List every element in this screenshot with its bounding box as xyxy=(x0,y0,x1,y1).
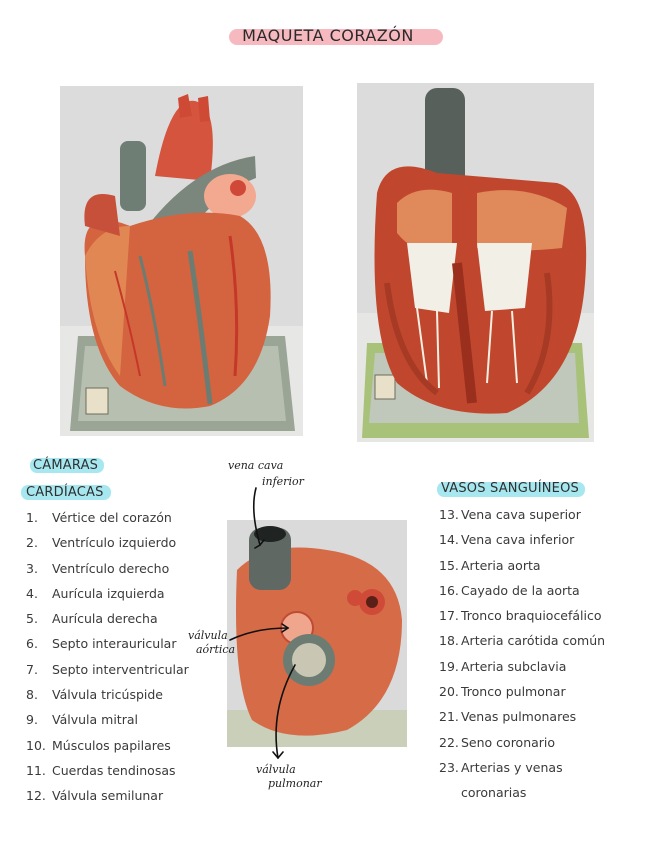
vasos-item-label: Tronco pulmonar xyxy=(461,684,566,700)
camaras-item-label: Aurícula derecha xyxy=(52,611,158,627)
vasos-item-label: Cayado de la aorta xyxy=(461,582,580,598)
vasos-item-number: 13. xyxy=(439,507,459,522)
arrow-vena-cava xyxy=(254,488,260,545)
vasos-item-number: 21. xyxy=(439,709,459,725)
vasos-item-number: 18. xyxy=(439,633,459,649)
camaras-item-label: Aurícula izquierda xyxy=(52,585,165,601)
camaras-item-label: Válvula semilunar xyxy=(52,788,164,804)
vasos-item-label: Vena cava inferior xyxy=(461,532,575,548)
vasos-item-label: coronarias xyxy=(461,785,527,801)
vasos-heading: VASOS SANGUÍNEOS xyxy=(441,481,579,496)
vasos-item-label: Arteria subclavia xyxy=(461,658,567,674)
vasos-item-label: Seno coronario xyxy=(461,734,556,750)
camaras-item-label: Válvula tricúspide xyxy=(52,687,163,703)
camaras-item-number: 4. xyxy=(26,585,38,601)
camaras-item-label: Ventrículo izquierdo xyxy=(52,535,177,551)
vasos-item-label: Arterias y venas xyxy=(461,759,563,775)
annotation-vena-cava-line2: inferior xyxy=(262,475,304,488)
annotation-vena-cava-line1: vena cava xyxy=(228,459,284,472)
annotation-valvula-pulmonar-line1: válvula xyxy=(256,763,296,776)
camaras-item-number: 2. xyxy=(26,535,38,551)
arrow-valvula-pulmonar xyxy=(276,665,295,758)
vasos-item-number: 16. xyxy=(439,582,459,598)
annotation-valvula-aortica-line1: válvula xyxy=(188,629,228,642)
camaras-item-number: 5. xyxy=(26,611,38,627)
camaras-heading-line2: CARDÍACAS xyxy=(26,485,104,500)
camaras-item-number: 7. xyxy=(26,661,38,677)
camaras-item-number: 3. xyxy=(26,560,38,576)
vasos-item-number: 22. xyxy=(439,734,459,750)
camaras-item-label: Músculos papilares xyxy=(52,737,171,753)
vasos-item-number: 23. xyxy=(439,759,459,775)
camaras-item-label: Válvula mitral xyxy=(52,712,138,728)
vasos-item-number: 15. xyxy=(439,557,459,573)
camaras-item-number: 10. xyxy=(26,737,46,753)
camaras-item-label: Septo interauricular xyxy=(52,636,177,652)
vasos-item-label: Tronco braquiocefálico xyxy=(461,608,602,624)
vasos-item-number: 17. xyxy=(439,608,459,624)
camaras-item-number: 11. xyxy=(26,762,46,778)
vasos-item-label: Arteria aorta xyxy=(461,557,541,573)
annotation-valvula-pulmonar-line2: pulmonar xyxy=(268,777,322,790)
vasos-item-number: 14. xyxy=(439,532,459,548)
camaras-item-label: Vértice del corazón xyxy=(52,510,172,525)
vasos-item-number: 19. xyxy=(439,658,459,674)
annotation-valvula-aortica-line2: aórtica xyxy=(196,643,236,656)
camaras-item-number: 9. xyxy=(26,712,38,728)
vasos-item-label: Venas pulmonares xyxy=(461,709,577,725)
camaras-item-label: Ventrículo derecho xyxy=(52,560,170,576)
camaras-item-number: 6. xyxy=(26,636,38,652)
camaras-item-number: 1. xyxy=(26,510,38,525)
camaras-heading-line1: CÁMARAS xyxy=(33,458,99,473)
arrow-valvula-aortica xyxy=(230,628,288,640)
camaras-item-number: 8. xyxy=(26,687,38,703)
camaras-item-label: Septo interventricular xyxy=(52,661,189,677)
vasos-item-label: Vena cava superior xyxy=(461,507,581,522)
vasos-item-number: 20. xyxy=(439,684,459,700)
page-title: MAQUETA CORAZÓN xyxy=(242,26,414,45)
camaras-item-label: Cuerdas tendinosas xyxy=(52,762,176,778)
vasos-item-label: Arteria carótida común xyxy=(461,633,606,649)
camaras-item-number: 12. xyxy=(26,788,46,804)
